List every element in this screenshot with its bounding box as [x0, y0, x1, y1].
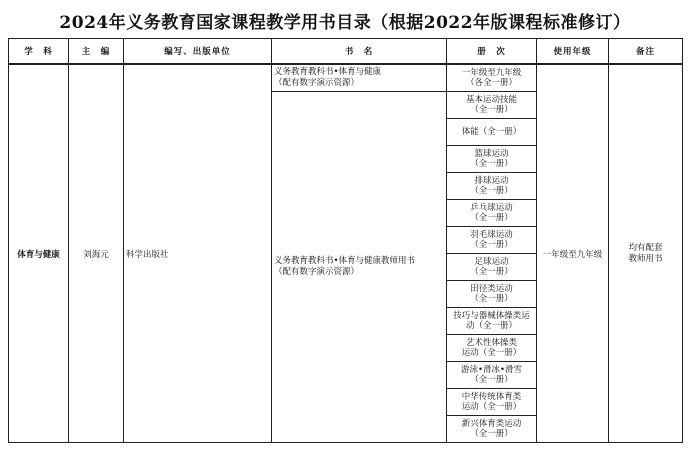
- volume-cell: 足球运动 （全一册）: [447, 254, 537, 281]
- header-editor: 主 编: [69, 39, 124, 65]
- book-name-line: 义务教育教科书•体育与健康: [274, 67, 382, 77]
- volume-line: 一年级至九年级: [461, 67, 522, 78]
- grade-cell: 一年级至九年级: [537, 64, 609, 443]
- subject-cell: 体育与健康: [9, 64, 69, 443]
- volume-cell: 乒乓球运动 （全一册）: [447, 200, 537, 227]
- remark-cell: [609, 64, 683, 443]
- document-title: 2024年义务教育国家课程教学用书目录（根据2022年版课程标准修订）: [59, 13, 631, 33]
- table-row: [9, 64, 683, 92]
- volume-cell: 体能（全一册）: [447, 119, 537, 146]
- remark-line: 教师用书: [628, 253, 663, 264]
- book-name-cell: [272, 64, 447, 92]
- header-remark: 备注: [609, 39, 683, 65]
- volume-cell: 新兴体育类运动 （全一册）: [447, 416, 537, 443]
- header-publisher: 编写、出版单位: [124, 39, 272, 65]
- header-row: [9, 39, 683, 65]
- book-name-line: （配有数字演示资源）: [274, 267, 360, 277]
- volume-cell: 艺术性体操类 运动（全一册）: [447, 335, 537, 362]
- volume-cell: 中华传统体育类 运动（全一册）: [447, 389, 537, 416]
- header-book: 书 名: [272, 39, 447, 65]
- book-name-line: （配有数字演示资源）: [274, 78, 360, 88]
- volume-cell: 田径类运动 （全一册）: [447, 281, 537, 308]
- volume-cell: 羽毛球运动 （全一册）: [447, 227, 537, 254]
- volume-cell: 排球运动 （全一册）: [447, 173, 537, 200]
- book-name-cell: [272, 92, 447, 443]
- volume-cell: 游泳•滑冰•滑雪 （全一册）: [447, 362, 537, 389]
- header-grade: 使用年级: [537, 39, 609, 65]
- publisher-cell: 科学出版社: [124, 64, 272, 443]
- header-volume: 册 次: [447, 39, 537, 65]
- editor-cell: 刘海元: [69, 64, 124, 443]
- volume-cell: 技巧与器械体操类运 动（全一册）: [447, 308, 537, 335]
- volume-cell: 篮球运动 （全一册）: [447, 146, 537, 173]
- volume-cell: 基本运动技能 （全一册）: [447, 92, 537, 119]
- header-subject: 学 科: [9, 39, 69, 65]
- volume-cell: [447, 64, 537, 92]
- remark-line: 均有配套: [628, 242, 663, 253]
- catalog-table: [8, 38, 683, 443]
- book-name-line: 义务教育教科书•体育与健康教师用书: [274, 256, 416, 266]
- volume-line: （各全一册）: [465, 78, 517, 88]
